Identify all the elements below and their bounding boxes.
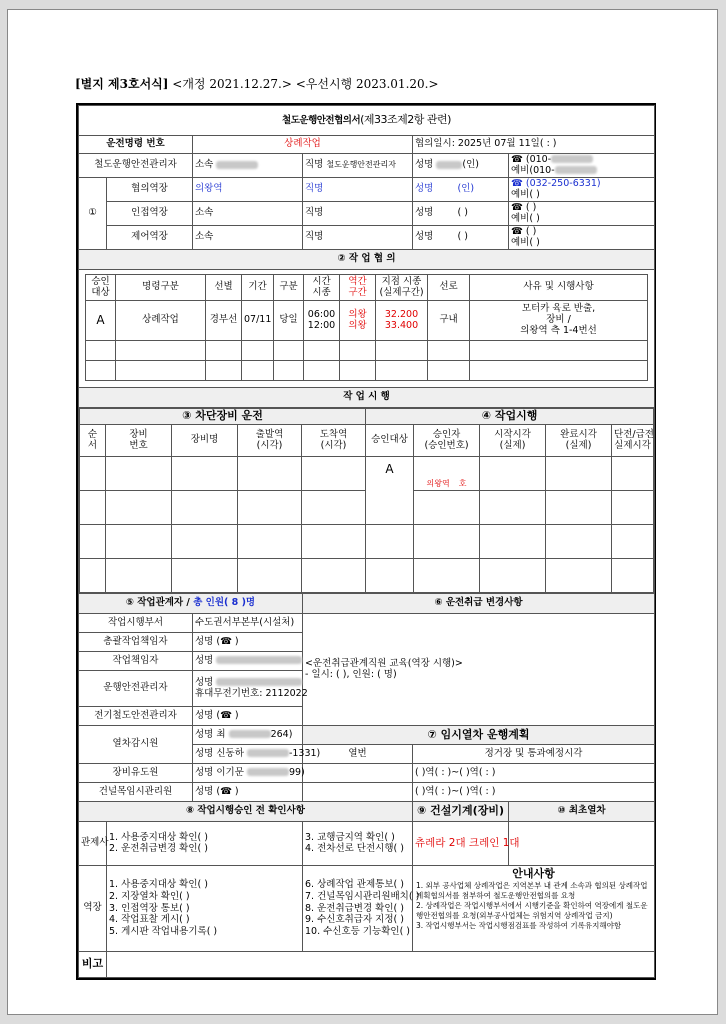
col-header: 명령구분 [116,275,206,301]
temp-train-col: 열번 [303,745,413,764]
col-header: 시작시각 (실제) [480,425,546,457]
work-execution-title: 작 업 시 행 [79,388,655,408]
staff-label: 운행안전관리자 [79,671,193,707]
temp-train-row: ( )역( : )~( )역( : ) [413,764,655,783]
form-header [75,75,439,92]
col-header: 기간 [242,275,274,301]
staff-value: 성명 (☎ ) [193,707,303,726]
cell-section: 의왕 의왕 [340,301,376,341]
work-execution-table: ③ 차단장비 운전 ④ 작업시행 순 서 장비 번호 장비명 출발역 (시각) 도착역 (시각) 승인대상 승인자 (승인번호) 시작시각 (실제) 완료시각 (실제) 단전/급전 실제시각 A 의왕역 호 [79,408,654,593]
station-position: 직명 [303,226,413,250]
form-table [78,105,655,978]
confirm-title: ⑧ 작업시행승인 전 확인사항 [79,802,413,822]
station-phone: ☎ (032-250-6331) 예비( ) [509,178,655,202]
cell-reason: 모터카 육로 반출, 장비 / 의왕역 측 1-4번선 [470,301,648,341]
staff-label: 작업시행부서 [79,614,193,633]
work-agreement-area [79,270,655,388]
temp-train-row: ( )역( : )~( )역( : ) [413,783,655,802]
cell-type: 당일 [274,301,304,341]
staff-value: 수도권서부본부(시설처) [193,614,303,633]
staff-check-list: 1. 사용중지대상 확인( ) 2. 운전취급변경 확인( ) [107,822,303,866]
manager-position: 직명 철도운행안전관리자 [303,154,413,178]
station-phone: ☎ ( ) 예비( ) [509,202,655,226]
agreement-datetime: 협의일시: 2025년 07월 11일( : ) [413,136,655,154]
station-name: 성명 (인) [413,178,509,202]
staff-value: 성명 (☎ ) [193,783,303,802]
form-title: 철도운행안전협의서(제33조제2항 관련) [79,106,655,136]
temp-train-col: 정거장 및 통과예정시각 [413,745,655,764]
revision-note: <개정 2021.12.27.> <우선시행 2023.01.20.> [172,77,439,91]
staff-label: 작업책임자 [79,652,193,671]
notice-item: 1. 외부 공사업체 상례작업은 지역본부 내 관계 소속과 협의된 상례작업계획협의서를 첨부하여 철도운행안전협의를 요청 [416,880,648,900]
cell-target: A [86,301,116,341]
staff-label: 열차감시원 [79,726,193,764]
station-name: 성명 ( ) [413,226,509,250]
col-header: 사유 및 시행사항 [470,275,648,301]
staff-label: 전기철도안전관리자 [79,707,193,726]
station-affiliation: 소속 [193,202,303,226]
col-header: 구분 [274,275,304,301]
cell-kind: 상례작업 [116,301,206,341]
notice-box [413,866,655,952]
cell-point: 32.200 33.400 [376,301,428,341]
work-agreement-table [85,274,648,381]
col-header: 선별 [206,275,242,301]
form-number: [별지 제3호서식] [75,77,169,91]
redacted-affiliation [216,161,258,169]
change-title: ⑥ 운전취급 변경사항 [303,594,655,614]
col-header: 장비명 [172,425,238,457]
staff-value: 성명 [193,652,303,671]
staff-value: 성명 이기문 99) [193,764,303,783]
safety-agreement-form [76,103,656,980]
station-phone: ☎ ( ) 예비( ) [509,226,655,250]
manager-phone: ☎ (010- 예비(010- [509,154,655,178]
station-row-label: 제어역장 [107,226,193,250]
exec-title: ④ 작업시행 [366,409,654,425]
col-header: 승인 대상 [86,275,116,301]
manager-name: 성명 (인) [413,154,509,178]
staff-label: 건널목임시관리원 [79,783,193,802]
staff-label: 장비유도원 [79,764,193,783]
exec-target: A [366,457,414,525]
work-execution-area [79,408,655,594]
stations-mark: ① [79,178,107,250]
staff-value: 성명 최 264) [193,726,303,745]
station-affiliation: 소속 [193,226,303,250]
station-name: 성명 ( ) [413,202,509,226]
station-position: 직명 [303,202,413,226]
notice-title: 안내사항 [512,867,555,880]
manager-affiliation: 소속 [193,154,303,178]
cell-track: 구내 [428,301,470,341]
staff-value: 성명 신동하 -1331) [193,745,303,764]
temp-train-title: ⑦ 임시열차 운행계획 [303,726,655,745]
staff-check-list: 3. 교행금지역 확인( ) 4. 전차선로 단전시행( ) [303,822,413,866]
col-header: 시간 시종 [304,275,340,301]
remarks-value [107,952,655,978]
staff-value: 성명 휴대무전기번호: 2112022 [193,671,303,707]
order-number-value: 상례작업 [193,136,413,154]
staff-check-label: 관제사 [79,822,107,866]
work-agreement-title: ② 작 업 협 의 [79,250,655,270]
col-header: 지점 시종 (실제구간) [376,275,428,301]
col-header: 역간 구간 [340,275,376,301]
first-train-value [509,822,655,866]
first-train-title: ⑩ 최초열차 [509,802,655,822]
approver: 의왕역 [426,479,450,489]
station-row-label: 인접역장 [107,202,193,226]
notice-item: 2. 상례작업은 작업시행부서에서 시행기준을 확인하여 역장에게 철도운행안전협의를 요청(외부공사업체는 위험지역 상례작업 금지) [416,900,648,921]
staff-label: 총괄작업책임자 [79,633,193,652]
cell-time: 06:00 12:00 [304,301,340,341]
col-header: 출발역 (시각) [238,425,302,457]
change-content: <운전취급관계직원 교육(역장 시행)> - 일시: ( ), 인원: ( 명) [303,614,655,726]
col-header: 순 서 [80,425,106,457]
equipment-title: ⑨ 건설기계(장비) [413,802,509,822]
equipment-run-title: ③ 차단장비 운전 [80,409,366,425]
cell-line: 경부선 [206,301,242,341]
col-header: 장비 번호 [106,425,172,457]
manager-label: 철도운행안전관리자 [79,154,193,178]
station-row-label: 협의역장 [107,178,193,202]
col-header: 선로 [428,275,470,301]
col-header: 승인대상 [366,425,414,457]
col-header: 승인자 (승인번호) [414,425,480,457]
equipment-value: 츄레라 2대 크레인 1대 [413,822,509,866]
col-header: 완료시각 (실제) [546,425,612,457]
notice-item: 3. 작업시행부서는 작업시행점검표를 작성하여 기록유지해야함 [416,921,622,931]
station-check-list: 1. 사용중지대상 확인( ) 2. 지장열차 확인( ) 3. 인접역장 통보( ) 4. 작업표찰 게시( ) 5. 게시판 작업내용기록( ) [107,866,303,952]
station-position: 직명 [303,178,413,202]
staff-value: 성명 (☎ ) [193,633,303,652]
col-header: 도착역 (시각) [302,425,366,457]
station-affiliation: 의왕역 [193,178,303,202]
order-number-label: 운전명령 번호 [79,136,193,154]
cell-period: 07/11 [242,301,274,341]
col-header: 단전/급전 실제시각 [612,425,654,457]
remarks-label: 비고 [79,952,107,978]
staff-title: ⑤ 작업관계자 / 총 인원( 8 )명 [79,594,303,614]
station-check-label: 역장 [79,866,107,952]
station-check-list: 6. 상례작업 관제통보( ) 7. 건널목임시관리원배치( ) 8. 운전취급변경 확인( ) 9. 수신호취급자 지정( ) 10. 수신호등 기능확인( ) [303,866,413,952]
